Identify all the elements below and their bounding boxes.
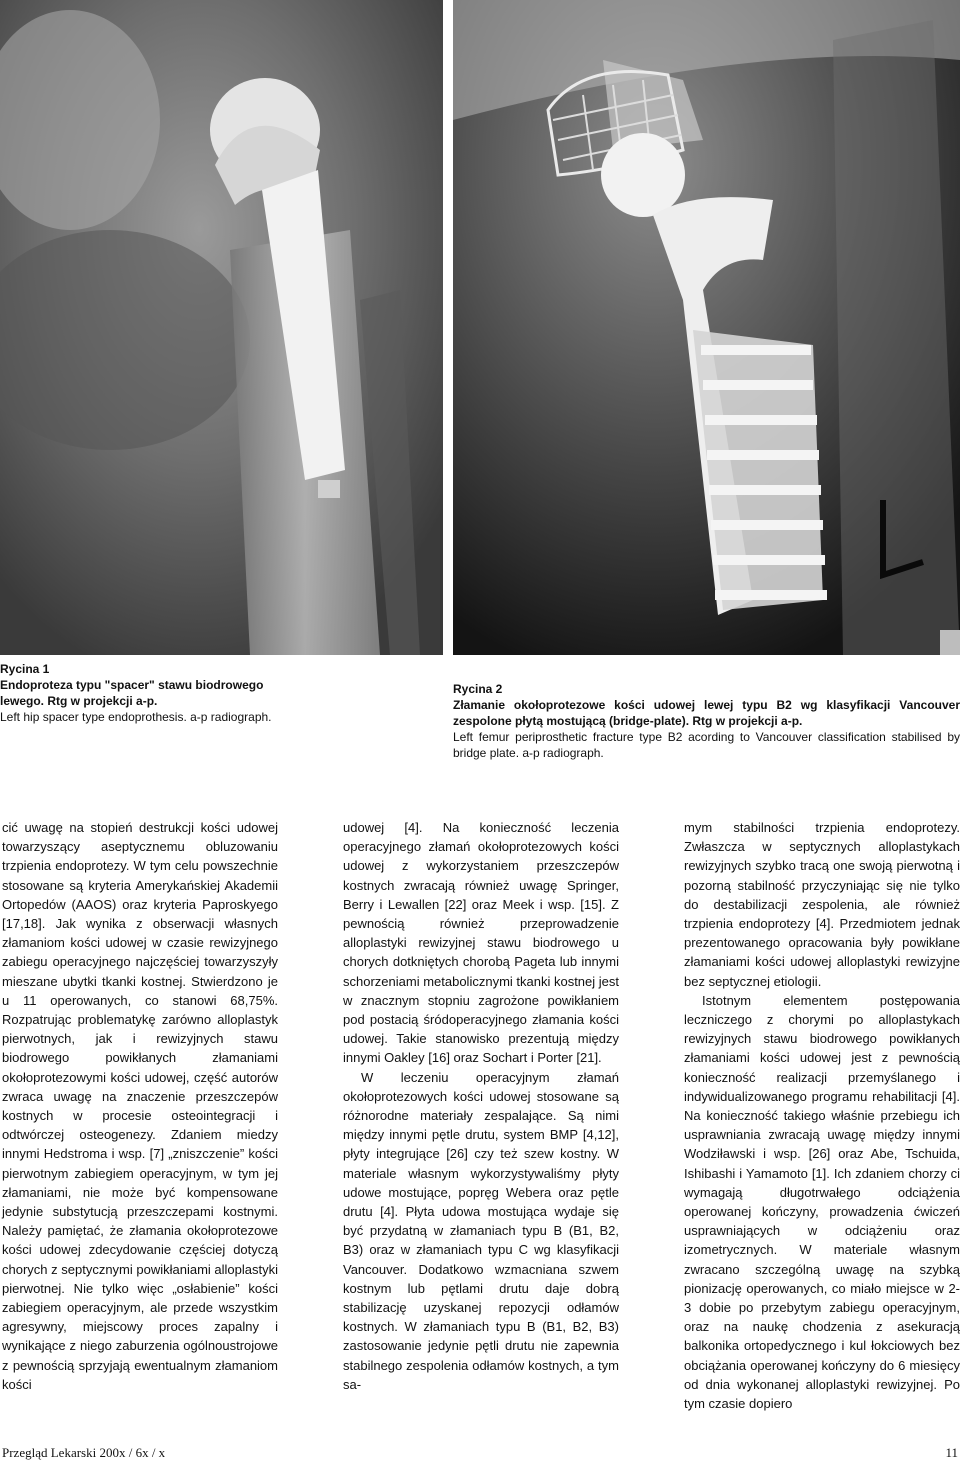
figure-2-title-pl: Złamanie okołoprotezowe kości udowej lewej typu B2 wg klasyfikacji Vancouver zespolone płytą mostującą (bridge-plate). Rtg w projekcji a-p.: [453, 698, 960, 728]
figure-1-title-en: Left hip spacer type endoprothesis. a-p radiograph.: [0, 710, 272, 724]
text-column-3: [684, 818, 960, 1413]
figure-1-title-pl: Endoproteza typu "spacer" stawu biodrowego lewego. Rtg w projekcji a-p.: [0, 678, 264, 708]
figure-1-caption: [0, 661, 290, 725]
figure-1-label: Rycina 1: [0, 662, 50, 676]
paragraph: cić uwagę na stopień destrukcji kości udowej towarzyszący aseptycznemu obluzowaniu trzpienia endoprotezy. W tym celu powszechnie stosowane są kryteria Amerykańskiej Akademii Ortopedów (AAOS) oraz kryteria Paproskyego [17,18]. Jak wynika z obserwacji własnych złamaniom kości udowej w czasie rewizyjnego zabiegu operacyjnego najczęściej towarzyszyły mieszane ubytki tkanki kostnej. Stwierdzono je u 11 operowanych, co stanowi 68,75%. Rozpatrując problematykę zarówno alloplastyk pierwotnych, jak i rewizyjnych stawu biodrowego powikłanych złamaniami okołoprotezowymi kości udowej, część autorów zwraca uwagę na znaczenie przeszczepów kostnych w procesie osteointegracji i odtwórczej osteogenezy. Zdaniem miedzy innymi Hedstroma i wsp. [7] „zniszczenie” kości pierwotnym zabiegiem operacyjnym, w tym jej złamaniami, nie może być kompensowane jedynie substytucją przeszczepami kostnymi. Należy pamiętać, że złamania okołoprotezowe kości udowej zdecydowanie częściej dotyczą chorych z septycznymi powikłaniami alloplastyki pierwotnej. Nie tylko więc „osłabienie” kości zabiegiem operacyjnym, ale przede wszystkim agresywny, miejscowy proces zapalny i wynikające z niego zaburzenia ogólnoustrojowe z pewnością sprzyjają ewentualnym złamaniom kości: [2, 820, 278, 1392]
page-number: 11: [945, 1445, 958, 1460]
figure-2-title-en: Left femur periprosthetic fracture type B2 acording to Vancouver classification stabilised by bridge plate. a-p radiograph.: [453, 730, 960, 760]
paragraph: Istotnym elementem postępowania leczniczego z chorymi po alloplastykach rewizyjnych stawu biodrowego powikłanych złamaniami kości udowej jest z pewnością konieczność realizacji przemyślanego i indywidualizowanego programu rehabilitacji [4]. Na konieczność takiego właśnie przebiegu ich usprawniania zwracają uwagę między innymi Wodziławski i wsp. [26] oraz Abe, Tschuida, Ishibashi i Yamamoto [1]. Ich zdaniem chorzy ci wymagają długotrwałego odciążenia operowanej kończyny, prowadzenia ćwiczeń usprawniających w odciążeniu oraz izometrycznych. W materiale własnym zwracano szczególną uwagę na szybką pionizację operowanych, co miało miejsce w 2-3 dobie po przebytym zabiegu operacyjnym, oraz na naukę chodzenia z asekuracją balkonika ortopedycznego i kul łokciowych bez obciążania operowanej kończyny do 6 miesięcy od dnia wykonanej alloplastyki rewizyjnej. Po tym czasie dopiero: [684, 992, 960, 1412]
journal-footer: Przegląd Lekarski 200x / 6x / x: [2, 1445, 166, 1460]
figure-2-label: Rycina 2: [453, 682, 503, 696]
paragraph: udowej [4]. Na konieczność leczenia operacyjnego złamań okołoprotezowych kości udowej z wykorzystaniem przeszczepów kostnych zwracają również uwagę Springer, Berry i Lewallen [22] oraz Meek i wsp. [15]. Z pewnością również przeprowadzenie alloplastyki rewizyjnej stawu biodrowego u chorych dotkniętych chorobą Pageta lub innymi schorzeniami metabolicznymi tkanki kostnej jest w znacznym stopniu zagrożone powikłaniem pod postacią śródoperacyjnego złamania kości udowej. Takie stanowisko prezentują między innymi Oakley [16] oraz Sochart i Porter [21].: [343, 820, 619, 1066]
paragraph: mym stabilności trzpienia endoprotezy. Zwłaszcza w septycznych alloplastykach rewizyjnych szybko tracą one swoją pierwotną i pozorną stabilność przyczyniając się nie tylko do destabilizacji zespolenia, ale również trzpienia endoprotezy [4]. Przedmiotem jednak prezentowanego opracowania były powikłane złamaniami kości udowej alloplastyki rewizyjne bez septycznej etiologii.: [684, 820, 960, 989]
text-column-2: [343, 818, 619, 1394]
radiograph-figure-1: [0, 0, 443, 655]
radiograph-figure-2: [453, 0, 960, 655]
paragraph: W leczeniu operacyjnym złamań okołoprotezowych kości udowej stosowane są różnorodne materiały zespalające. Są nimi między innymi pętle drutu, system BMP [4,12], płyty integrujące [26] czy też szew kostny. W materiale własnym wykorzystywaliśmy płyty udowe mostujące, popręg Webera oraz pętle drutu [4]. Płyta udowa mostująca wydaje się być przydatną w złamaniach typu B (B1, B2, B3) oraz w złamaniach typu C wg klasyfikacji Vancouver. Dodatkowo wzmacniana szwem kostnym lub pętlami drutu daje dobrą stabilizację uzyskanej repozycji odłamów kostnych. W złamaniach typu B (B1, B2, B3) zastosowanie jedynie pętli drutu nie zapewnia stabilnego zespolenia odłamów kostnych, a tym sa-: [343, 1069, 619, 1392]
text-column-1: [2, 818, 278, 1394]
figure-2-caption: [453, 681, 960, 761]
